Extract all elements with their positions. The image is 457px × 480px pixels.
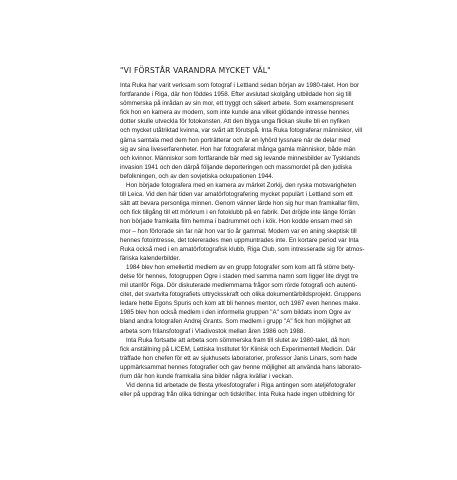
- text-line: fick hon en kamera av modern, som inte kunde ana vilket glödande intresse hennes: [120, 109, 350, 117]
- text-line: fortfarande i Riga, där hon föddes 1958. Efter avslutad skolgång utbildade hon sig till: [120, 91, 352, 99]
- text-line: fick anställning på LICEM, Lettiska Institutet för Klinisk och Experimentell Medicin. Där: [120, 345, 356, 353]
- text-line: rium där hon kunde framkalla sina bilder några kvällar i veckan.: [120, 373, 294, 380]
- text-line: Hon började fotografera med en kamera av märket Zorkij, den ryska motsvarigheten: [126, 182, 357, 190]
- text-line: hennes fotointresse, det tolererades men uppmuntrades inte. En kortare period var Inta: [120, 236, 359, 244]
- text-line: mor – hon förlorade sin far när hon var tio år gammal. Modern var en aning skeptisk till: [120, 227, 357, 235]
- text-line: Inta Ruka fortsatte att arbeta som sömmerska fram till slutet av 1980-talet, då hon: [126, 336, 350, 344]
- paragraph: [120, 336, 425, 381]
- text-line: citet, det svartvita fotografiets uttrycksskraft och olika dokumentärbildsprojekt. Gruppens: [120, 291, 362, 299]
- text-line: träffade hon chefen för ett av sjukhusets laboratorier, professor Janis Linars, som hade: [120, 354, 358, 362]
- text-line: ledare hette Egons Spuris och kom att bli hennes mentor, och 1987 even hennes make.: [120, 300, 361, 308]
- text-line: arbeta som frilansfotograf i Vladivostok mellan åren 1986 och 1988.: [120, 327, 306, 335]
- text-line: gärna samtala med dem hon porträtterar och är en lyhörd lyssnare när de delar med: [120, 136, 351, 144]
- text-line: till Leica. Vid den här tiden var amatörfotografering mycket populärt i Lettland som ett: [120, 191, 353, 199]
- text-line: invasion 1941 och den därpå följande deporteringen och massmordet på den judiska: [120, 163, 352, 171]
- text-line: och fick tillgång till ett mörkrum i en fotoklubb på en fabrik. Det dröjde inte länge förrän: [120, 209, 356, 217]
- body-text: [120, 81, 425, 399]
- text-line: uppmärksammat hennes fotografier och gav henne möjlighet att använda hans laborato-: [120, 363, 362, 371]
- text-line: 1984 blev hon emellertid medlem av en grupp fotografer som kom att få större bety-: [126, 263, 356, 271]
- paragraph: [120, 381, 425, 399]
- text-line: Ruka också med i en amatörfotografisk klubb, Riga Club, som intresserade sig för atmos-: [120, 245, 365, 253]
- text-line: bland andra fotografen Andrej Grants. Som medlem i grupp "A" fick hon möjlighet att: [120, 318, 351, 326]
- paragraph: [120, 181, 425, 263]
- text-line: sig av sina liveserfarenheter. Hon har fotograferat många gamla människor, både män: [120, 145, 356, 153]
- text-line: sätt att bevara personliga minnen. Genom vänner lärde hon sig hur man framkallar film,: [120, 200, 360, 208]
- paragraph: [120, 263, 425, 336]
- text-line: hon började framkalla film hemma i badrummet och i kök. Hon kodde ensam med sin: [120, 218, 353, 226]
- paragraph: [120, 81, 425, 181]
- text-line: eller på uppdrag från olika tidningar och tidskrifter. Inta Ruka hade ingen utbildning för: [120, 391, 355, 399]
- text-line: Vid denna tid arbetade de flesta yrkesfotografer i Riga antingen som ateljéfotografer: [126, 382, 356, 390]
- text-line: 1985 blev hon också medlem i den informella gruppen "A" som bildats inom Ogre av: [120, 309, 351, 317]
- text-line: sömmerska på inrådan av sin mor, ett tryggt och säkert arbete. Som examenspresent: [120, 100, 354, 108]
- text-line: Inta Ruka har varit verksam som fotograf i Lettland sedan början av 1980-talet. Hon bor: [120, 82, 360, 89]
- text-line: mil utanför Riga. Dör diskuterade medlemmarna frågor som rörde fotografi och autenti-: [120, 282, 358, 290]
- chapter-heading: "VI FÖRSTÅR VARANDRA MYCKET VÄL": [120, 66, 271, 75]
- text-line: dotter skulle utveckla för fotokonsten. Att den blyga unga flickan skulle bli en nyfiken: [120, 118, 350, 126]
- text-line: befolkningen, och av den sovjetiska ockupationen 1944.: [120, 172, 274, 180]
- text-line: och mycket utåtriktad kvinna, var svårt att förutspå. Inta Ruka fotograferar människor, vill: [120, 127, 363, 135]
- text-line: delse för hennes, fotogruppen Ogre i staden med samma namn som ligger lite drygt tre: [120, 272, 359, 280]
- text-line: färiska kalenderbilder.: [120, 254, 181, 262]
- text-line: och kvinnor. Människor som fortfarande bär med sig levande minnesbilder av Tysklands: [120, 154, 360, 162]
